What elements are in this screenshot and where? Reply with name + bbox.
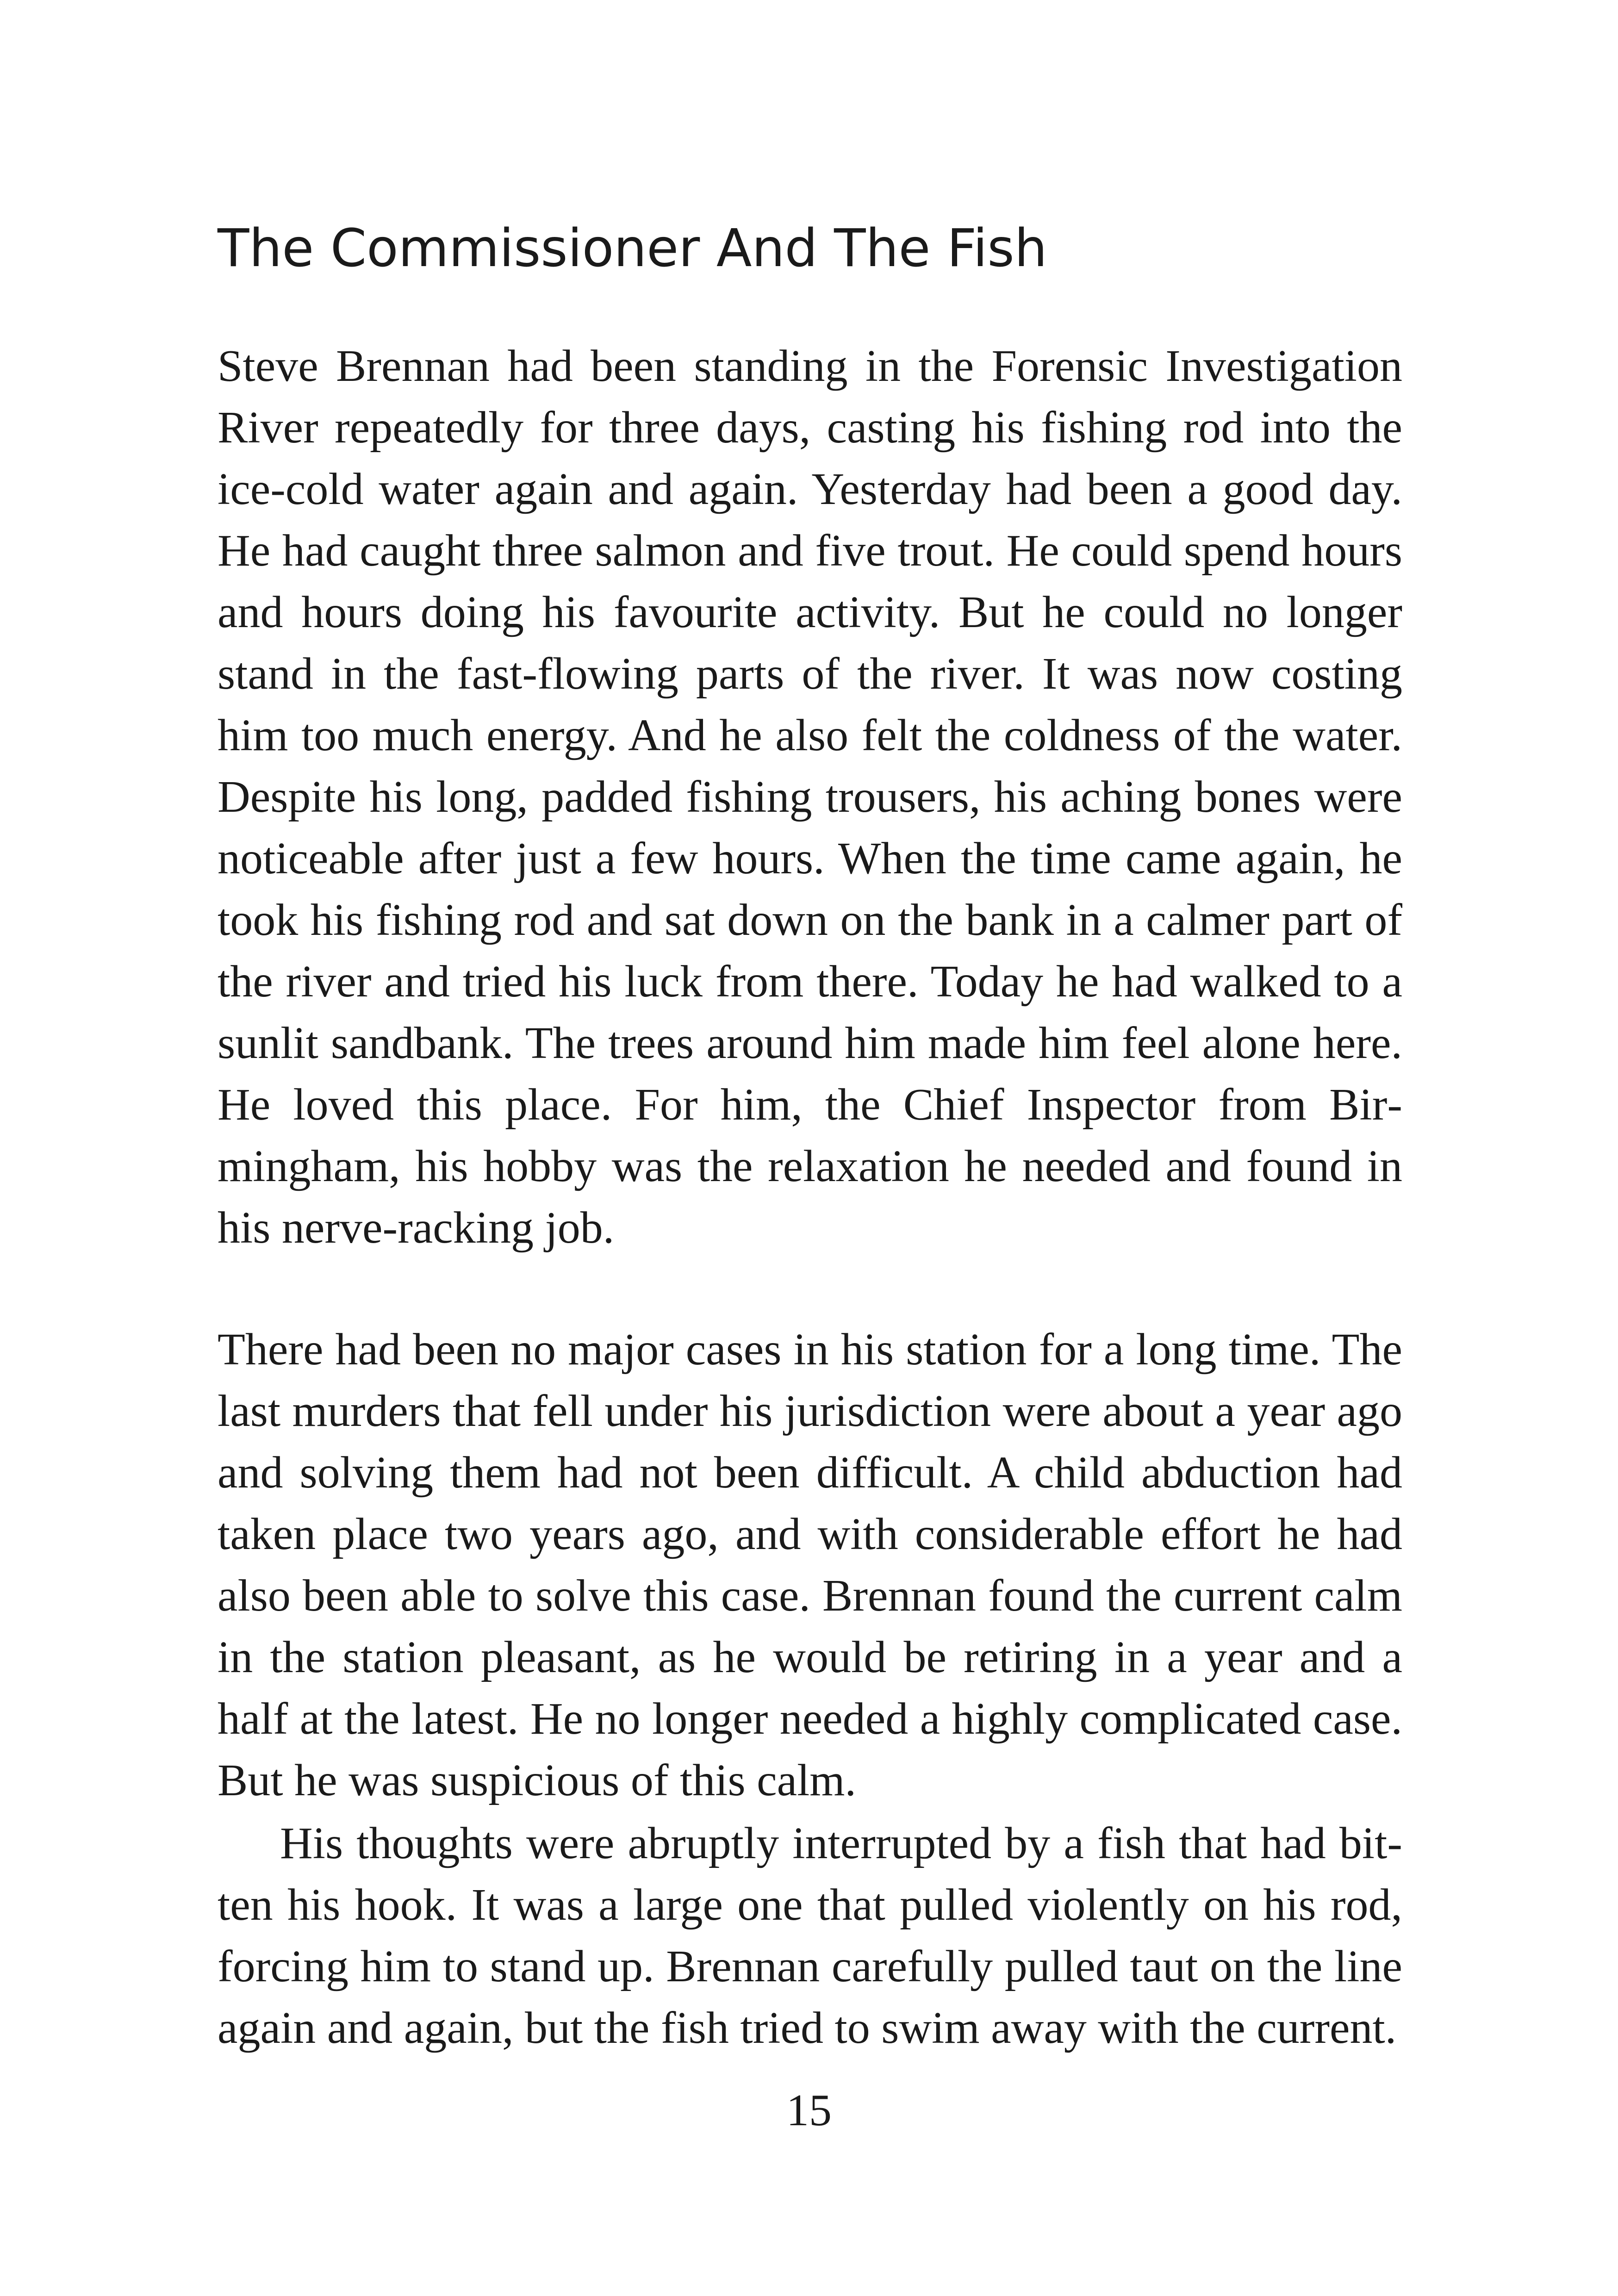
page-number: 15 bbox=[786, 2085, 832, 2135]
paragraph-2: There had been no major cases in his station for a long time. The last murders that fell under his jurisdiction were about a year ago and solving them had not been difficult. A child abduction had taken place two years ago, and with considerable effort he had also been able to solve this case. Brennan found the current calm in the station pleasant, as he would be retiring in a year and a half at the latest. He no longer needed a highly complicated case. But he was suspicious of this calm. bbox=[218, 1325, 1402, 1805]
chapter-title: The Commissioner And The Fish bbox=[218, 218, 1047, 279]
paragraph-3: His thoughts were abruptly interrupted by a fish that had bitten his hook. It was a large one that pulled violently on his rod, forcing him to stand up. Brennan carefully pulled taut on the line again and again, but the fish tried to swim away with the current. bbox=[218, 1818, 1402, 2053]
paragraph-1: Steve Brennan had been standing in the Forensic Investigation River repeatedly for three days, casting his fishing rod into the ice-cold water again and again. Yesterday had been a good day. He had caught three salmon and five trout. He could spend hours and hours doing his favourite activity. But he could no longer stand in the fast-flowing parts of the river. It was now costing him too much energy. And he also felt the coldness of the water. Despite his long, padded fishing trousers, his aching bones were noticeable after just a few hours. When the time came again, he took his fishing rod and sat down on the bank in a calmer part of the river and tried his luck from there. Today he had walked to a sunlit sandbank. The trees around him made him feel alone here. He loved this place. For him, the Chief Inspector from Birmingham, his hobby was the relaxation he needed and found in his nerve-racking job. bbox=[218, 341, 1402, 1253]
